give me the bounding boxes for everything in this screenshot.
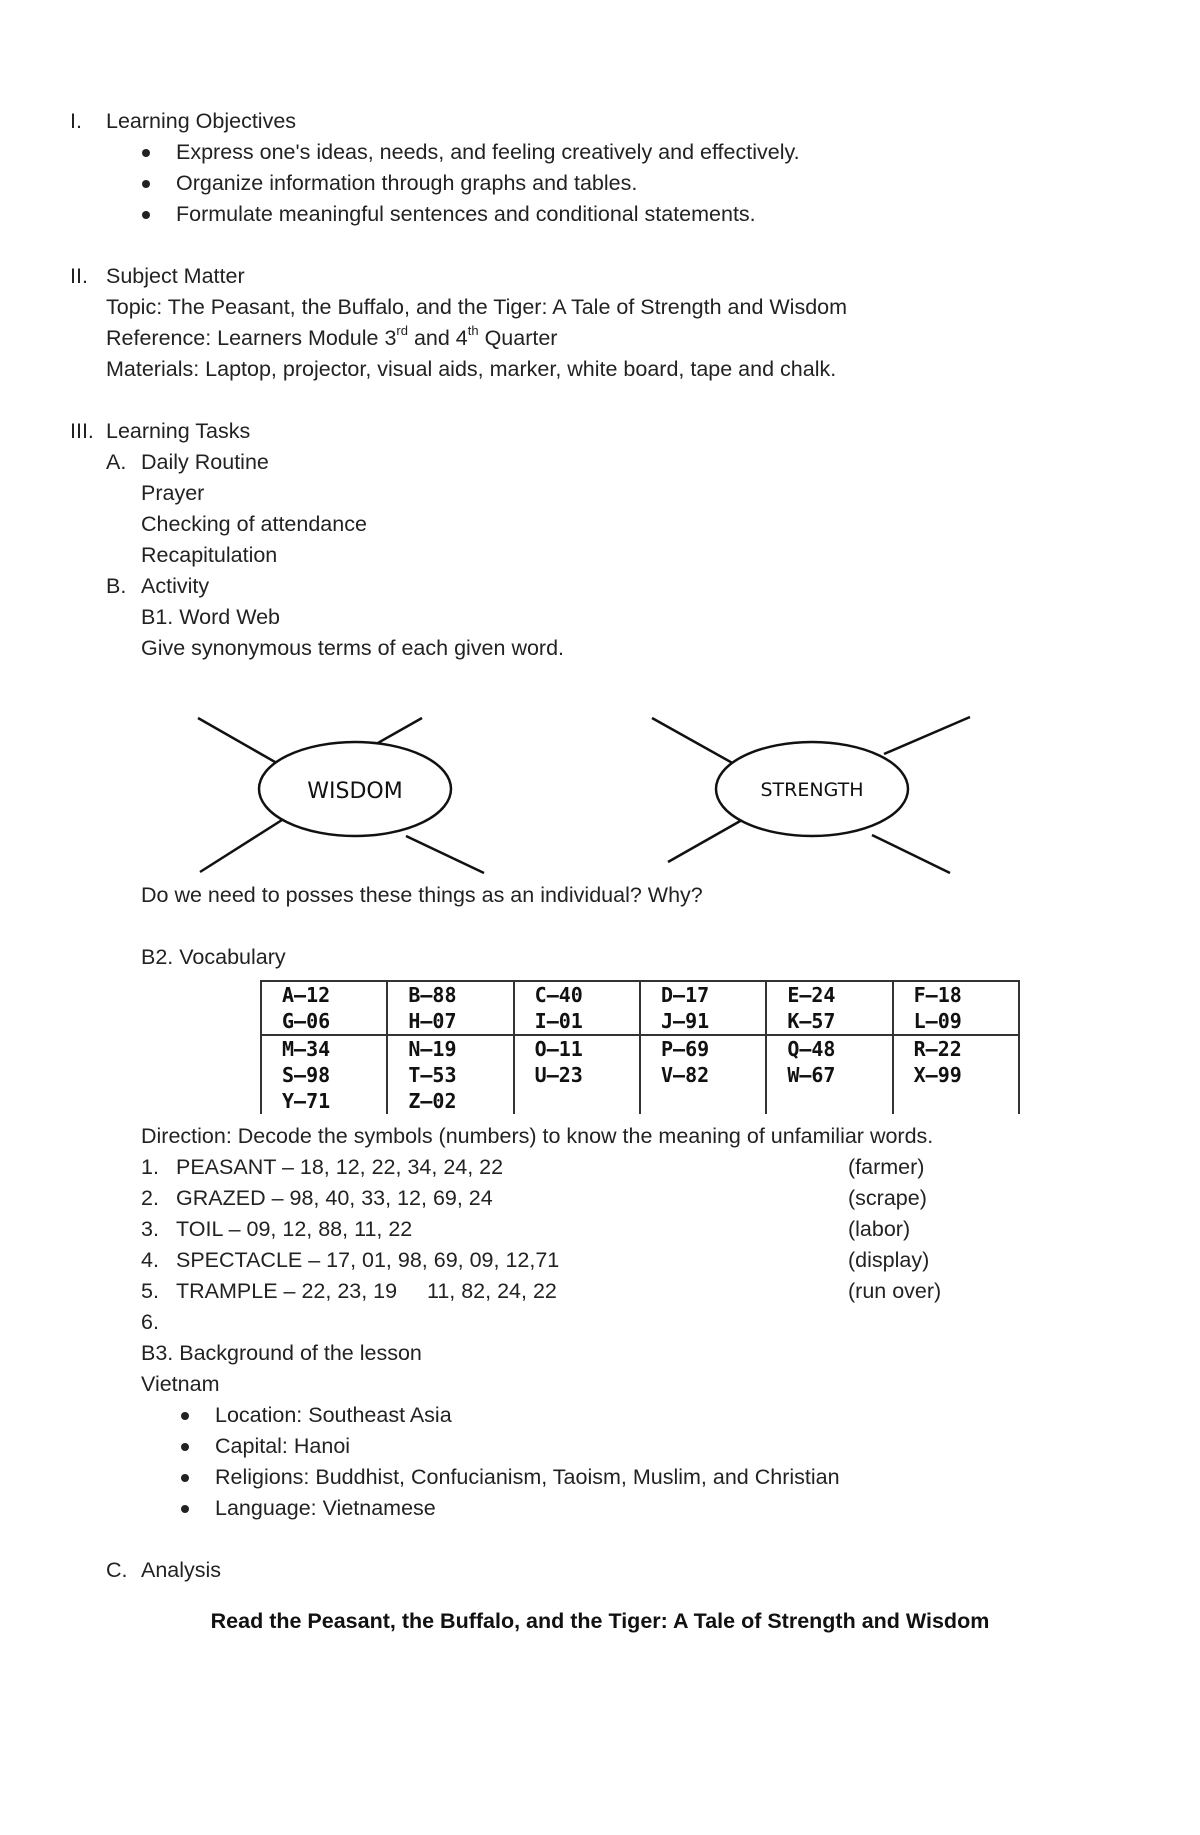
web-spoke xyxy=(200,820,282,872)
word-web-heading: B1. Word Web xyxy=(141,605,281,629)
vocab-meaning: (display) xyxy=(848,1248,930,1272)
objective-item: Organize information through graphs and tables. xyxy=(176,168,637,199)
code-cell: N–19 xyxy=(387,1035,513,1062)
subsection-heading-activity: Activity xyxy=(141,574,210,598)
code-cell xyxy=(766,1088,892,1114)
web-spoke xyxy=(652,718,736,765)
code-cell: D–17 xyxy=(640,981,766,1008)
code-cell: Q–48 xyxy=(766,1035,892,1062)
vocabulary-heading: B2. Vocabulary xyxy=(141,945,286,969)
subsection-letter: C. xyxy=(106,1558,128,1582)
code-cell xyxy=(514,1088,640,1114)
table-row xyxy=(261,1088,1019,1114)
vocab-meaning: (scrape) xyxy=(848,1186,927,1210)
vocab-meaning: (run over) xyxy=(848,1279,942,1303)
vocab-item: TRAMPLE – 22, 23, 19 11, 82, 24, 22 xyxy=(176,1279,557,1303)
code-cell: Z–02 xyxy=(387,1088,513,1114)
objective-item: Express one's ideas, needs, and feeling creatively and effectively. xyxy=(176,137,800,168)
code-cell xyxy=(893,1088,1019,1114)
country-fact: Capital: Hanoi xyxy=(215,1431,350,1462)
code-cell: U–23 xyxy=(514,1062,640,1088)
code-cell: V–82 xyxy=(640,1062,766,1088)
vocab-number: 6. xyxy=(141,1310,159,1334)
vocab-number: 4. xyxy=(141,1248,159,1272)
vocab-number: 3. xyxy=(141,1217,159,1241)
topic-line: Topic: The Peasant, the Buffalo, and the Tiger: A Tale of Strength and Wisdom xyxy=(106,295,848,319)
vocab-meaning: (farmer) xyxy=(848,1155,925,1179)
country-fact: Religions: Buddhist, Confucianism, Taoism, Muslim, and Christian xyxy=(215,1462,840,1493)
vocab-item: PEASANT – 18, 12, 22, 34, 24, 22 xyxy=(176,1155,504,1179)
code-cell: Y–71 xyxy=(261,1088,387,1114)
code-cell: S–98 xyxy=(261,1062,387,1088)
web-spoke xyxy=(884,717,970,754)
code-cell: K–57 xyxy=(766,1008,892,1035)
vocab-item: TOIL – 09, 12, 88, 11, 22 xyxy=(176,1217,413,1241)
vocab-number: 2. xyxy=(141,1186,159,1210)
code-cell xyxy=(640,1088,766,1114)
reading-title: Read the Peasant, the Buffalo, and the Tiger: A Tale of Strength and Wisdom xyxy=(210,1609,990,1633)
section-heading-tasks: Learning Tasks xyxy=(106,419,251,443)
subsection-letter: A. xyxy=(106,450,127,474)
routine-item: Checking of attendance xyxy=(141,512,367,536)
materials-line: Materials: Laptop, projector, visual aids, marker, white board, tape and chalk. xyxy=(106,357,837,381)
word-web-wisdom xyxy=(190,710,500,880)
section-numeral: II. xyxy=(70,264,88,288)
code-cell: G–06 xyxy=(261,1008,387,1035)
code-cell: B–88 xyxy=(387,981,513,1008)
web-spoke xyxy=(872,835,950,873)
code-cell: C–40 xyxy=(514,981,640,1008)
section-numeral: I. xyxy=(70,109,82,133)
code-cell: F–18 xyxy=(893,981,1019,1008)
subsection-letter: B. xyxy=(106,574,127,598)
vocab-item: SPECTACLE – 17, 01, 98, 69, 09, 12,71 xyxy=(176,1248,560,1272)
routine-item: Recapitulation xyxy=(141,543,278,567)
word-web-question: Do we need to posses these things as an individual? Why? xyxy=(141,883,703,907)
code-cell: I–01 xyxy=(514,1008,640,1035)
code-cell: T–53 xyxy=(387,1062,513,1088)
vocab-item: GRAZED – 98, 40, 33, 12, 69, 24 xyxy=(176,1186,493,1210)
code-cell: R–22 xyxy=(893,1035,1019,1062)
web-spoke xyxy=(198,718,282,766)
code-cell: E–24 xyxy=(766,981,892,1008)
section-heading-subject: Subject Matter xyxy=(106,264,245,288)
code-cell: H–07 xyxy=(387,1008,513,1035)
table-row xyxy=(261,1008,1019,1035)
code-cell: W–67 xyxy=(766,1062,892,1088)
table-row xyxy=(261,981,1019,1008)
routine-item: Prayer xyxy=(141,481,205,505)
vocab-meaning: (labor) xyxy=(848,1217,911,1241)
web-spoke xyxy=(406,836,484,873)
country-fact: Location: Southeast Asia xyxy=(215,1400,452,1431)
table-row xyxy=(261,1035,1019,1062)
subsection-heading-routine: Daily Routine xyxy=(141,450,269,474)
vocab-number: 1. xyxy=(141,1155,159,1179)
code-cell: X–99 xyxy=(893,1062,1019,1088)
web-spoke xyxy=(668,820,742,862)
code-cell: O–11 xyxy=(514,1035,640,1062)
table-row xyxy=(261,1062,1019,1088)
code-cell: J–91 xyxy=(640,1008,766,1035)
code-cell: P–69 xyxy=(640,1035,766,1062)
country-fact: Language: Vietnamese xyxy=(215,1493,436,1524)
background-heading: B3. Background of the lesson xyxy=(141,1341,422,1365)
section-numeral: III. xyxy=(70,419,94,443)
web-word: STRENGTH xyxy=(760,779,864,801)
section-heading-objectives: Learning Objectives xyxy=(106,109,297,133)
reference-line: Reference: Learners Module 3rd and 4th Quarter xyxy=(106,322,558,350)
vocabulary-direction: Direction: Decode the symbols (numbers) to know the meaning of unfamiliar words. xyxy=(141,1124,934,1148)
decoder-table xyxy=(260,980,1020,1114)
objective-item: Formulate meaningful sentences and conditional statements. xyxy=(176,199,756,230)
word-web-strength xyxy=(644,710,984,880)
vocab-number: 5. xyxy=(141,1279,159,1303)
code-cell: M–34 xyxy=(261,1035,387,1062)
web-word: WISDOM xyxy=(307,779,403,804)
word-web-instruction: Give synonymous terms of each given word. xyxy=(141,636,565,660)
country-name: Vietnam xyxy=(141,1372,220,1396)
code-cell: L–09 xyxy=(893,1008,1019,1035)
subsection-heading-analysis: Analysis xyxy=(141,1558,222,1582)
code-cell: A–12 xyxy=(261,981,387,1008)
